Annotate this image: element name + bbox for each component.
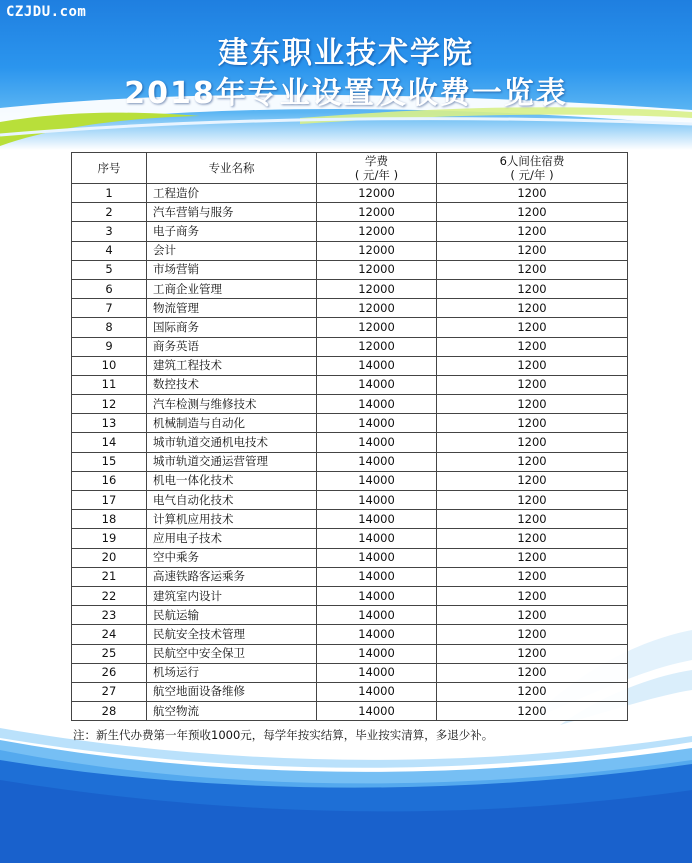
- row-tuition: 14000: [317, 702, 437, 721]
- row-index: 15: [72, 452, 147, 471]
- row-tuition: 12000: [317, 299, 437, 318]
- site-watermark: CZJDU.com: [6, 4, 87, 20]
- header-index: 序号: [72, 153, 147, 184]
- row-dorm: 1200: [437, 491, 628, 510]
- row-dorm: 1200: [437, 337, 628, 356]
- row-major: 民航运输: [147, 606, 317, 625]
- row-index: 7: [72, 299, 147, 318]
- row-index: 10: [72, 356, 147, 375]
- row-index: 19: [72, 529, 147, 548]
- row-index: 8: [72, 318, 147, 337]
- row-index: 23: [72, 606, 147, 625]
- table-row: [72, 356, 628, 375]
- row-tuition: 14000: [317, 682, 437, 701]
- header-tuition: [317, 153, 437, 184]
- row-index: 5: [72, 260, 147, 279]
- row-tuition: 14000: [317, 433, 437, 452]
- table-row: [72, 529, 628, 548]
- row-major: 机场运行: [147, 663, 317, 682]
- page-subtitle: 2018年专业设置及收费一览表: [124, 76, 568, 111]
- table-row: [72, 586, 628, 605]
- row-dorm: 1200: [437, 644, 628, 663]
- row-dorm: 1200: [437, 663, 628, 682]
- row-major: 建筑工程技术: [147, 356, 317, 375]
- footnote: 注：新生代办费第一年预收1000元，每学年按实结算，毕业按实清算，多退少补。: [73, 728, 494, 742]
- table-row: [72, 702, 628, 721]
- row-index: 11: [72, 375, 147, 394]
- table-row: [72, 299, 628, 318]
- table-row: [72, 663, 628, 682]
- row-major: 机电一体化技术: [147, 471, 317, 490]
- row-major: 民航空中安全保卫: [147, 644, 317, 663]
- row-major: 航空物流: [147, 702, 317, 721]
- row-dorm: 1200: [437, 471, 628, 490]
- table-row: [72, 606, 628, 625]
- row-index: 24: [72, 625, 147, 644]
- row-major: 城市轨道交通运营管理: [147, 452, 317, 471]
- row-dorm: 1200: [437, 184, 628, 203]
- row-tuition: 14000: [317, 606, 437, 625]
- header-dorm: [437, 153, 628, 184]
- row-major: 商务英语: [147, 337, 317, 356]
- row-major: 汽车营销与服务: [147, 203, 317, 222]
- row-tuition: 12000: [317, 318, 437, 337]
- row-index: 17: [72, 491, 147, 510]
- table-row: [72, 203, 628, 222]
- row-major: 计算机应用技术: [147, 510, 317, 529]
- row-index: 27: [72, 682, 147, 701]
- row-tuition: 14000: [317, 375, 437, 394]
- row-dorm: 1200: [437, 702, 628, 721]
- row-tuition: 14000: [317, 567, 437, 586]
- table-header-row: [72, 153, 628, 184]
- row-major: 城市轨道交通机电技术: [147, 433, 317, 452]
- row-major: 高速铁路客运乘务: [147, 567, 317, 586]
- row-major: 市场营销: [147, 260, 317, 279]
- row-tuition: 14000: [317, 548, 437, 567]
- row-tuition: 14000: [317, 663, 437, 682]
- table-row: [72, 337, 628, 356]
- row-index: 13: [72, 414, 147, 433]
- row-tuition: 14000: [317, 356, 437, 375]
- row-tuition: 12000: [317, 203, 437, 222]
- table-row: [72, 471, 628, 490]
- table-row: [72, 510, 628, 529]
- row-major: 应用电子技术: [147, 529, 317, 548]
- row-dorm: 1200: [437, 414, 628, 433]
- row-major: 汽车检测与维修技术: [147, 395, 317, 414]
- table-row: [72, 548, 628, 567]
- row-tuition: 14000: [317, 452, 437, 471]
- header-tuition-unit: ( 元/年 ): [354, 168, 399, 182]
- row-dorm: 1200: [437, 510, 628, 529]
- row-tuition: 14000: [317, 586, 437, 605]
- row-dorm: 1200: [437, 375, 628, 394]
- row-dorm: 1200: [437, 356, 628, 375]
- table-row: [72, 567, 628, 586]
- row-index: 12: [72, 395, 147, 414]
- row-dorm: 1200: [437, 395, 628, 414]
- table-row: [72, 433, 628, 452]
- table-row: [72, 644, 628, 663]
- row-major: 数控技术: [147, 375, 317, 394]
- row-dorm: 1200: [437, 529, 628, 548]
- table-row: [72, 682, 628, 701]
- row-tuition: 12000: [317, 241, 437, 260]
- table-row: [72, 260, 628, 279]
- table-row: [72, 414, 628, 433]
- header-dorm-label: 6人间住宿费: [499, 154, 565, 168]
- row-dorm: 1200: [437, 567, 628, 586]
- row-tuition: 14000: [317, 471, 437, 490]
- row-dorm: 1200: [437, 548, 628, 567]
- row-major: 国际商务: [147, 318, 317, 337]
- row-index: 21: [72, 567, 147, 586]
- row-index: 18: [72, 510, 147, 529]
- row-dorm: 1200: [437, 452, 628, 471]
- row-dorm: 1200: [437, 318, 628, 337]
- row-major: 建筑室内设计: [147, 586, 317, 605]
- fee-table: [71, 152, 628, 721]
- row-tuition: 12000: [317, 260, 437, 279]
- table-row: [72, 184, 628, 203]
- row-index: 25: [72, 644, 147, 663]
- row-index: 14: [72, 433, 147, 452]
- header-major: 专业名称: [147, 153, 317, 184]
- row-tuition: 14000: [317, 510, 437, 529]
- row-tuition: 12000: [317, 222, 437, 241]
- row-index: 3: [72, 222, 147, 241]
- row-major: 工程造价: [147, 184, 317, 203]
- header-tuition-label: 学费: [365, 154, 388, 168]
- row-index: 16: [72, 471, 147, 490]
- table-row: [72, 375, 628, 394]
- row-dorm: 1200: [437, 260, 628, 279]
- row-tuition: 14000: [317, 625, 437, 644]
- row-tuition: 14000: [317, 491, 437, 510]
- row-major: 工商企业管理: [147, 279, 317, 298]
- row-dorm: 1200: [437, 625, 628, 644]
- table-row: [72, 452, 628, 471]
- row-index: 22: [72, 586, 147, 605]
- row-dorm: 1200: [437, 222, 628, 241]
- row-index: 26: [72, 663, 147, 682]
- table-row: [72, 625, 628, 644]
- row-major: 航空地面设备维修: [147, 682, 317, 701]
- row-index: 4: [72, 241, 147, 260]
- row-dorm: 1200: [437, 241, 628, 260]
- page-title: 建东职业技术学院: [218, 36, 474, 71]
- row-tuition: 14000: [317, 529, 437, 548]
- row-tuition: 14000: [317, 414, 437, 433]
- row-dorm: 1200: [437, 606, 628, 625]
- row-index: 6: [72, 279, 147, 298]
- row-dorm: 1200: [437, 586, 628, 605]
- row-tuition: 14000: [317, 644, 437, 663]
- row-index: 2: [72, 203, 147, 222]
- row-major: 空中乘务: [147, 548, 317, 567]
- row-major: 电气自动化技术: [147, 491, 317, 510]
- row-tuition: 12000: [317, 184, 437, 203]
- table-row: [72, 491, 628, 510]
- row-dorm: 1200: [437, 203, 628, 222]
- table-row: [72, 395, 628, 414]
- row-major: 机械制造与自动化: [147, 414, 317, 433]
- row-major: 会计: [147, 241, 317, 260]
- row-dorm: 1200: [437, 682, 628, 701]
- row-major: 物流管理: [147, 299, 317, 318]
- header-dorm-unit: ( 元/年 ): [510, 168, 554, 182]
- row-index: 1: [72, 184, 147, 203]
- row-index: 20: [72, 548, 147, 567]
- row-dorm: 1200: [437, 279, 628, 298]
- row-tuition: 12000: [317, 279, 437, 298]
- table-row: [72, 318, 628, 337]
- table-row: [72, 241, 628, 260]
- row-index: 9: [72, 337, 147, 356]
- row-index: 28: [72, 702, 147, 721]
- row-major: 民航安全技术管理: [147, 625, 317, 644]
- row-major: 电子商务: [147, 222, 317, 241]
- table-row: [72, 279, 628, 298]
- row-dorm: 1200: [437, 433, 628, 452]
- table-row: [72, 222, 628, 241]
- row-tuition: 14000: [317, 395, 437, 414]
- row-tuition: 12000: [317, 337, 437, 356]
- row-dorm: 1200: [437, 299, 628, 318]
